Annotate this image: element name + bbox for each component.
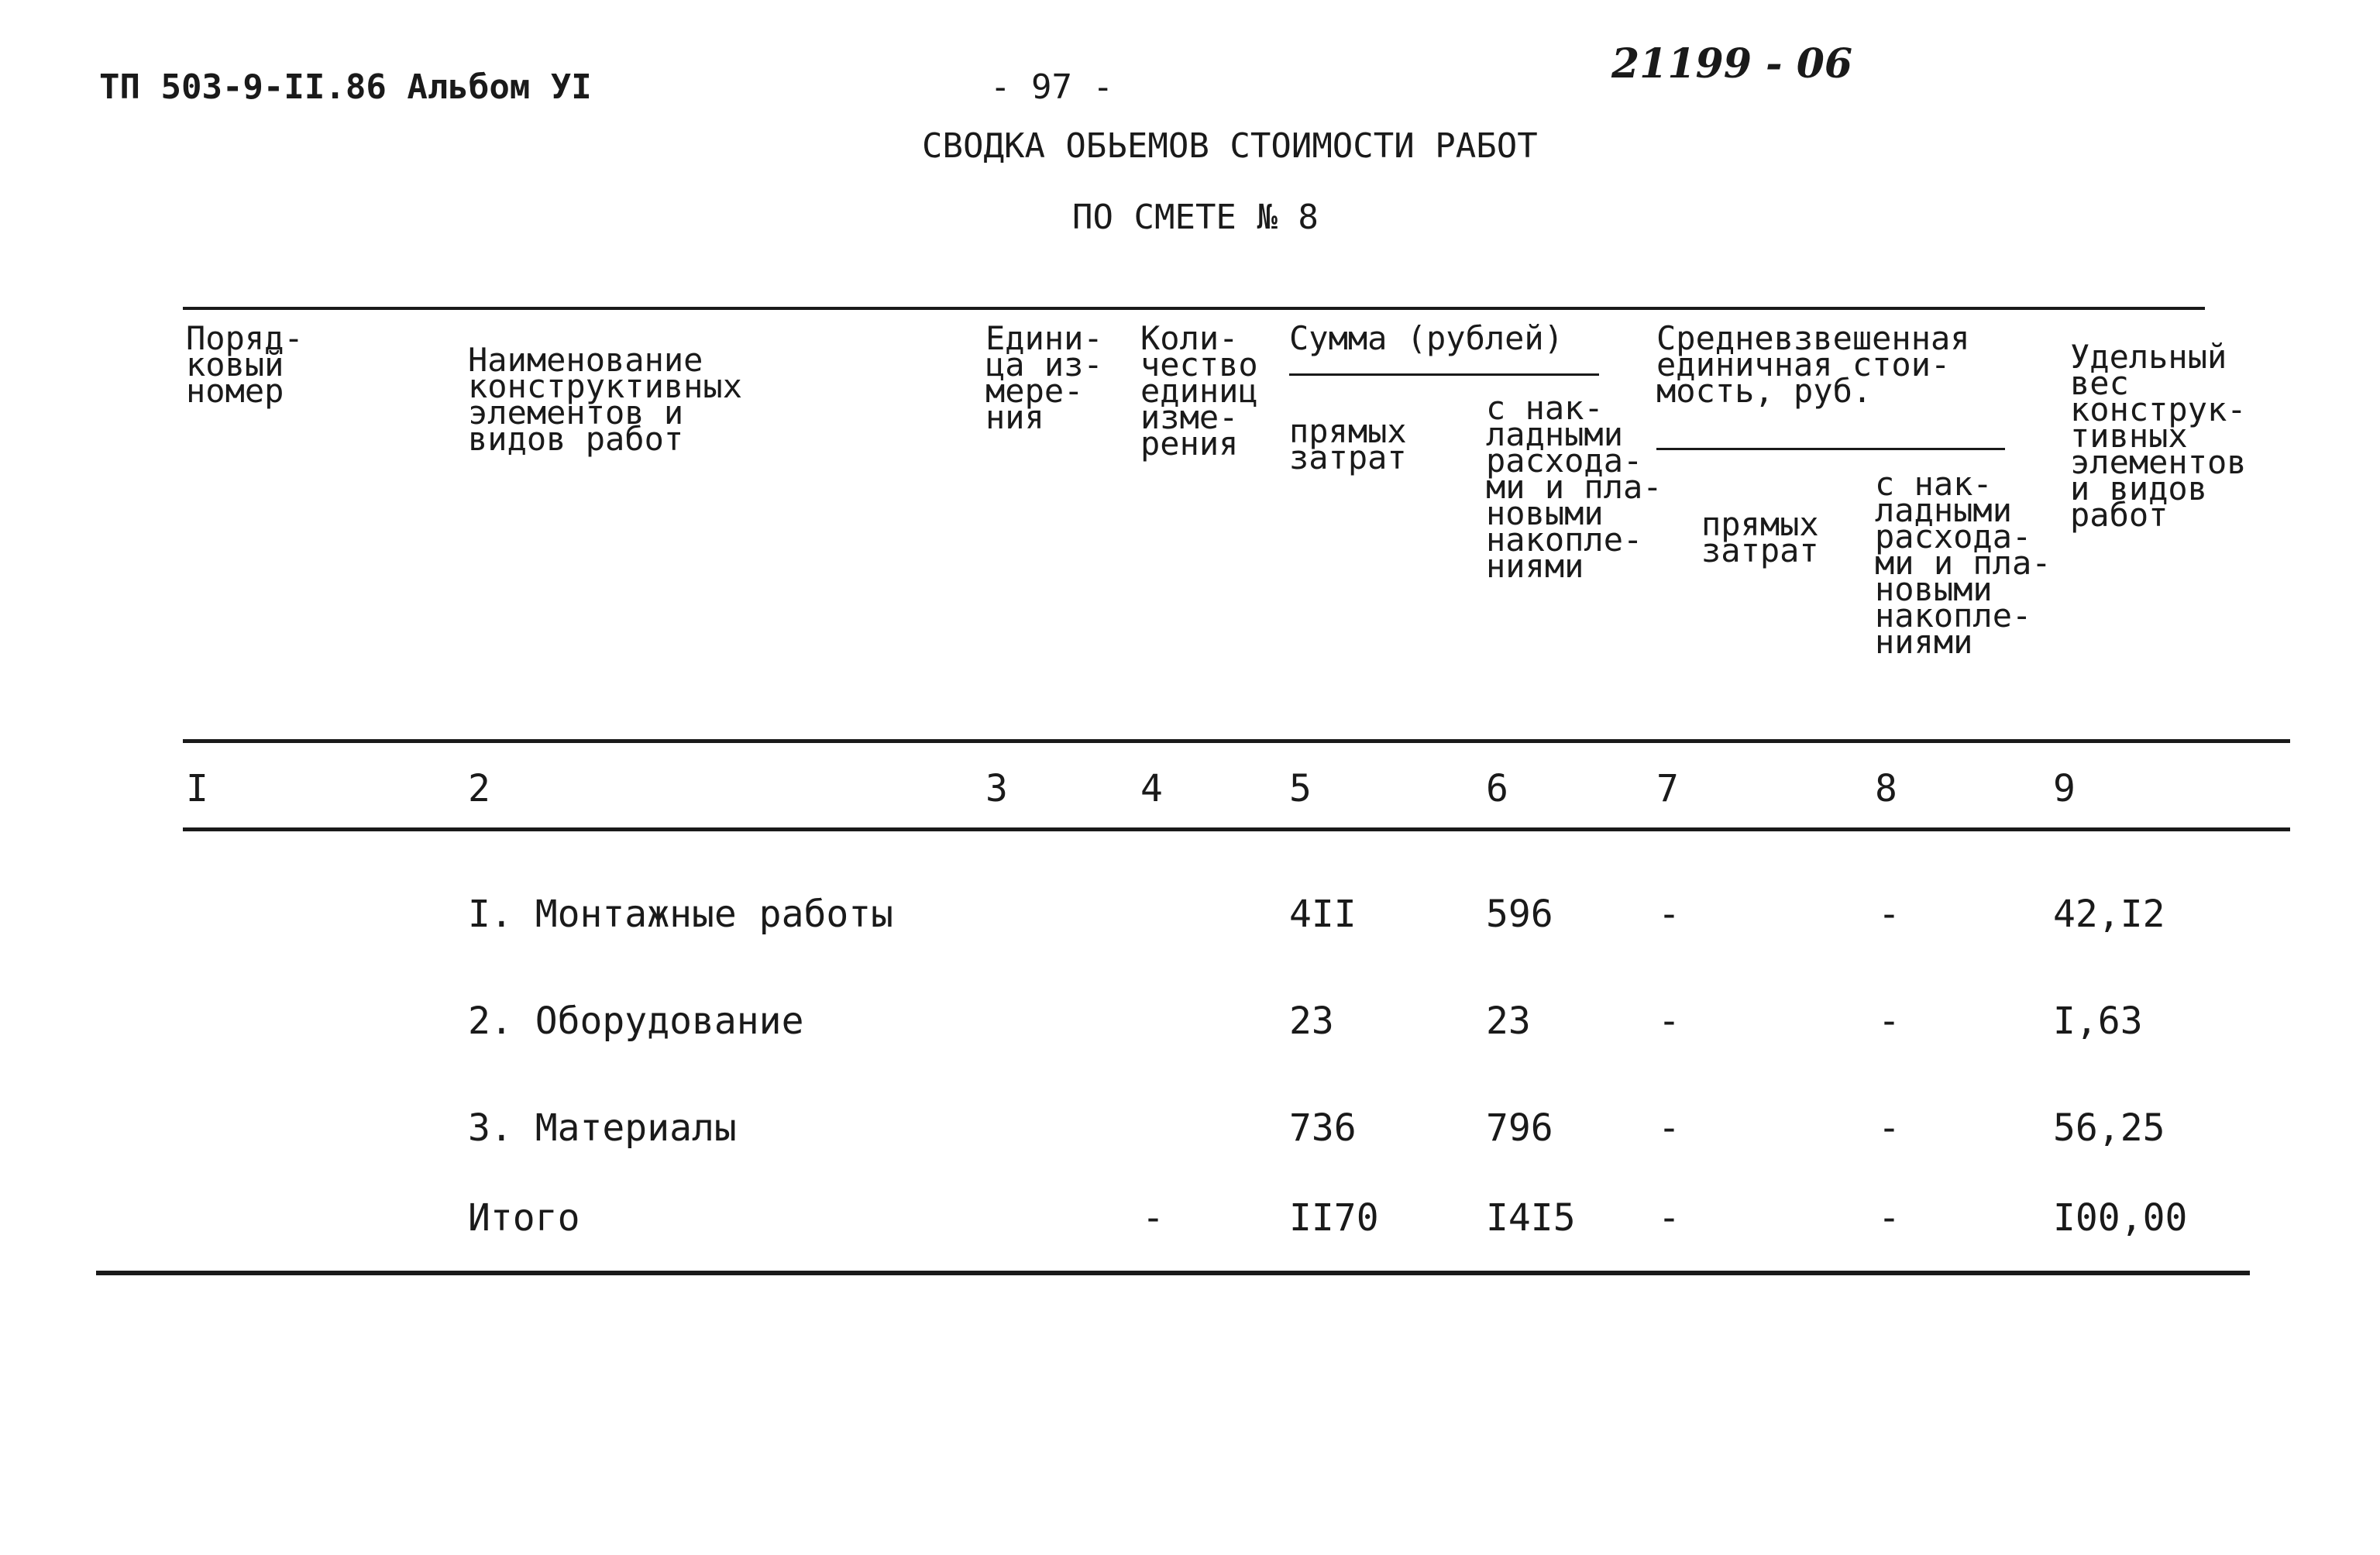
row-name: 3. Материалы [468,1106,737,1150]
column-number: 5 [1289,767,1312,810]
row-direct-cost: 4II [1289,893,1357,936]
row-specific-weight: I,63 [2053,999,2143,1043]
column-number: 4 [1140,767,1163,810]
row-avg-direct: - [1658,1196,1680,1240]
column-number: 6 [1486,767,1508,810]
row-direct-cost: 736 [1289,1106,1357,1150]
row-avg-direct: - [1658,893,1680,936]
document-id: ТП 503-9-II.86 Альбом УI [99,67,592,107]
document-subtitle: ПО СМЕТЕ № 8 [1072,198,1319,237]
row-direct-cost: II70 [1289,1196,1379,1240]
row-overhead-cost: 796 [1486,1106,1553,1150]
header-element-name: Наименование конструктивных элементов и видов работ [468,341,743,458]
column-number: I [186,767,208,810]
row-specific-weight: 56,25 [2053,1106,2165,1150]
column-number: 9 [2053,767,2076,810]
row-name: 2. Оборудование [468,999,804,1043]
row-overhead-cost: 23 [1486,999,1531,1043]
row-name: I. Монтажные работы [468,893,894,936]
row-direct-cost: 23 [1289,999,1334,1043]
header-quantity: Коли- чество единиц изме- рения [1140,319,1258,463]
row-avg-overhead: - [1878,1196,1900,1240]
table-bottom-rule [96,1271,2250,1275]
column-number: 2 [468,767,490,810]
column-number: 3 [985,767,1008,810]
row-overhead-cost: 596 [1486,893,1553,936]
header-sum-group: Сумма (рублей) [1289,319,1564,357]
document-title: СВОДКА ОБЬЕМОВ СТОИМОСТИ РАБОТ [922,126,1538,166]
sum-group-rule [1289,373,1599,376]
table-top-rule [183,307,2205,310]
row-quantity: - [1142,1196,1164,1240]
row-avg-direct: - [1658,999,1680,1043]
row-avg-direct: - [1658,1106,1680,1150]
handwritten-code: 21199 - 06 [1611,40,1853,88]
header-sum-direct: прямых затрат [1289,412,1407,476]
header-avg-group: Средневзвешенная единичная стои- мость, руб. [1656,319,1970,410]
avg-group-rule [1656,448,2005,450]
header-order-number: Поряд- ковый номер [186,319,304,410]
header-unit: Едини- ца из- мере- ния [985,319,1103,436]
column-numbers-rule [183,827,2290,831]
row-overhead-cost: I4I5 [1486,1196,1576,1240]
row-avg-overhead: - [1878,893,1900,936]
column-number: 7 [1656,767,1679,810]
row-specific-weight: I00,00 [2053,1196,2188,1240]
row-avg-overhead: - [1878,1106,1900,1150]
header-avg-overhead: с нак- ладными расхода- ми и пла- новыми накопле- ниями [1875,465,2052,661]
row-specific-weight: 42,I2 [2053,893,2165,936]
header-sum-overhead: с нак- ладными расхода- ми и пла- новыми накопле- ниями [1486,389,1663,585]
page-number: - 97 - [990,67,1113,107]
column-number: 8 [1875,767,1897,810]
header-bottom-rule [183,739,2290,743]
header-avg-direct: прямых затрат [1701,505,1819,569]
row-avg-overhead: - [1878,999,1900,1043]
row-name-total: Итого [468,1196,580,1240]
header-specific-weight: Удельный вес конструк- тивных элементов и видов работ [2070,338,2247,534]
